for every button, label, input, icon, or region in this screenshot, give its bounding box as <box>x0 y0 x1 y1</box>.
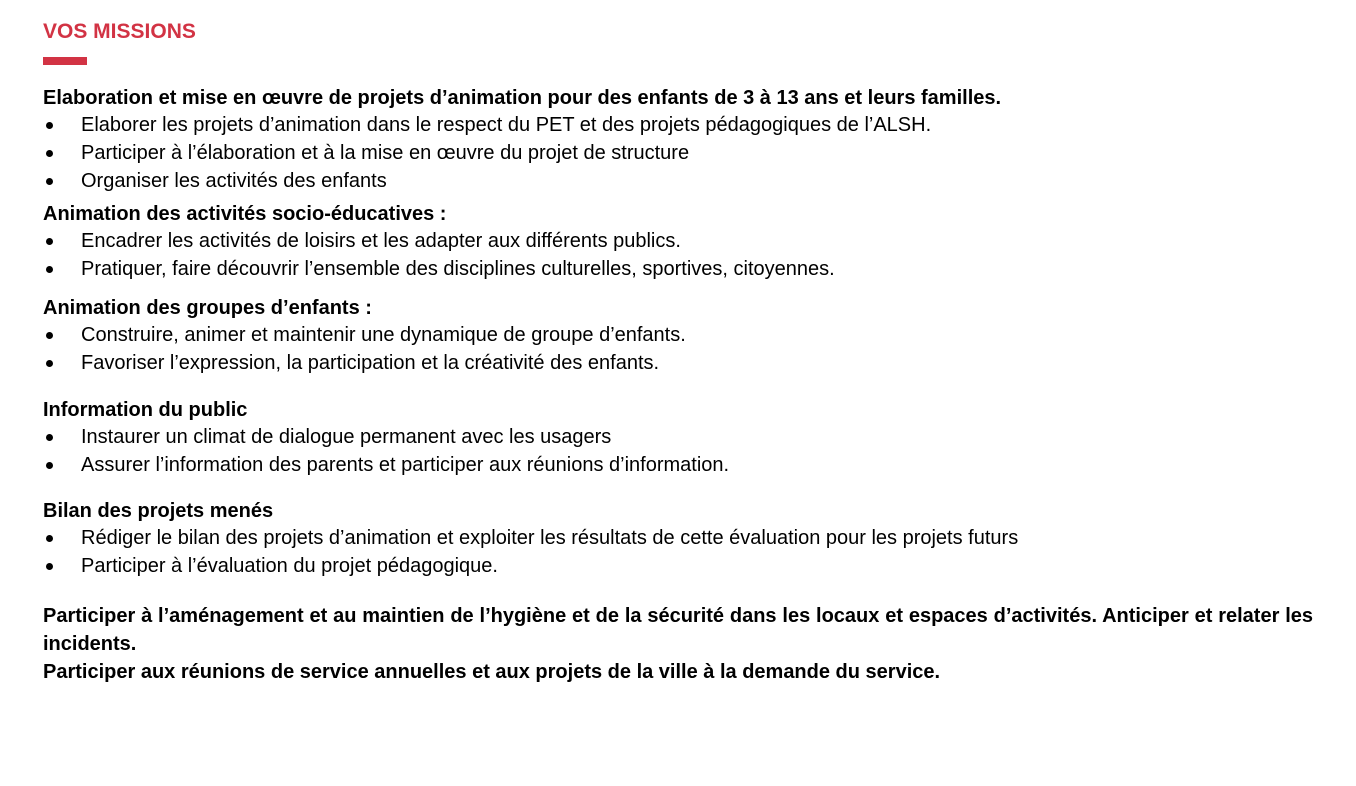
bullet-icon <box>46 266 53 273</box>
bullet-icon <box>46 332 53 339</box>
mission-section <box>43 85 1313 195</box>
bullet-list <box>43 227 1313 283</box>
list-item-text: Participer à l’évaluation du projet pédagogique. <box>81 555 498 577</box>
list-item-text: Participer à l’élaboration et à la mise en œuvre du projet de structure <box>81 142 690 164</box>
bullet-icon <box>46 360 53 367</box>
list-item <box>43 167 1313 195</box>
mission-section <box>43 397 1313 479</box>
list-item-text: Assurer l’information des parents et participer aux réunions d’information. <box>81 454 730 476</box>
list-item <box>43 255 1313 283</box>
bullet-list <box>43 321 1313 377</box>
section-heading: Animation des activités socio-éducatives : <box>43 203 447 225</box>
list-item <box>43 552 1313 580</box>
mission-section <box>43 295 1313 377</box>
bullet-icon <box>46 238 53 245</box>
missions-content <box>43 85 1313 686</box>
bullet-icon <box>46 434 53 441</box>
list-item-text: Encadrer les activités de loisirs et les adapter aux différents publics. <box>81 230 681 252</box>
closing-paragraph: Participer aux réunions de service annuelles et aux projets de la ville à la demande du service. <box>43 661 941 683</box>
list-item <box>43 227 1313 255</box>
list-item-text: Elaborer les projets d’animation dans le respect du PET et des projets pédagogiques de l’ALSH. <box>81 114 932 136</box>
bullet-list <box>43 111 1313 195</box>
list-item-text: Rédiger le bilan des projets d’animation et exploiter les résultats de cette évaluation pour les projets futurs <box>81 527 1019 549</box>
list-item <box>43 111 1313 139</box>
bullet-icon <box>46 122 53 129</box>
list-item-text: Pratiquer, faire découvrir l’ensemble des disciplines culturelles, sportives, citoyennes. <box>81 258 835 280</box>
bullet-icon <box>46 563 53 570</box>
bullet-icon <box>46 462 53 469</box>
list-item <box>43 423 1313 451</box>
list-item <box>43 451 1313 479</box>
section-heading: Animation des groupes d’enfants : <box>43 297 372 319</box>
list-item-text: Organiser les activités des enfants <box>81 170 387 192</box>
list-item <box>43 349 1313 377</box>
bullet-list <box>43 423 1313 479</box>
list-item <box>43 321 1313 349</box>
section-heading: Bilan des projets menés <box>43 500 274 522</box>
list-item-text: Instaurer un climat de dialogue permanent avec les usagers <box>81 426 612 448</box>
bullet-icon <box>46 150 53 157</box>
list-item-text: Construire, animer et maintenir une dynamique de groupe d’enfants. <box>81 324 686 346</box>
section-heading: Information du public <box>43 399 248 421</box>
bullet-icon <box>46 535 53 542</box>
bullet-list <box>43 524 1313 580</box>
bullet-icon <box>46 178 53 185</box>
title-underline-bar <box>43 57 87 65</box>
page-title: VOS MISSIONS <box>43 20 196 43</box>
closing-paragraph: Participer à l’aménagement et au maintien de l’hygiène et de la sécurité dans les locaux et espaces d’activités. Anticiper et relater les incidents. <box>43 605 1313 655</box>
list-item <box>43 524 1313 552</box>
mission-section <box>43 201 1313 283</box>
list-item-text: Favoriser l’expression, la participation et la créativité des enfants. <box>81 352 660 374</box>
list-item <box>43 139 1313 167</box>
section-heading: Elaboration et mise en œuvre de projets d’animation pour des enfants de 3 à 13 ans et leurs familles. <box>43 87 1002 109</box>
mission-section <box>43 498 1313 580</box>
